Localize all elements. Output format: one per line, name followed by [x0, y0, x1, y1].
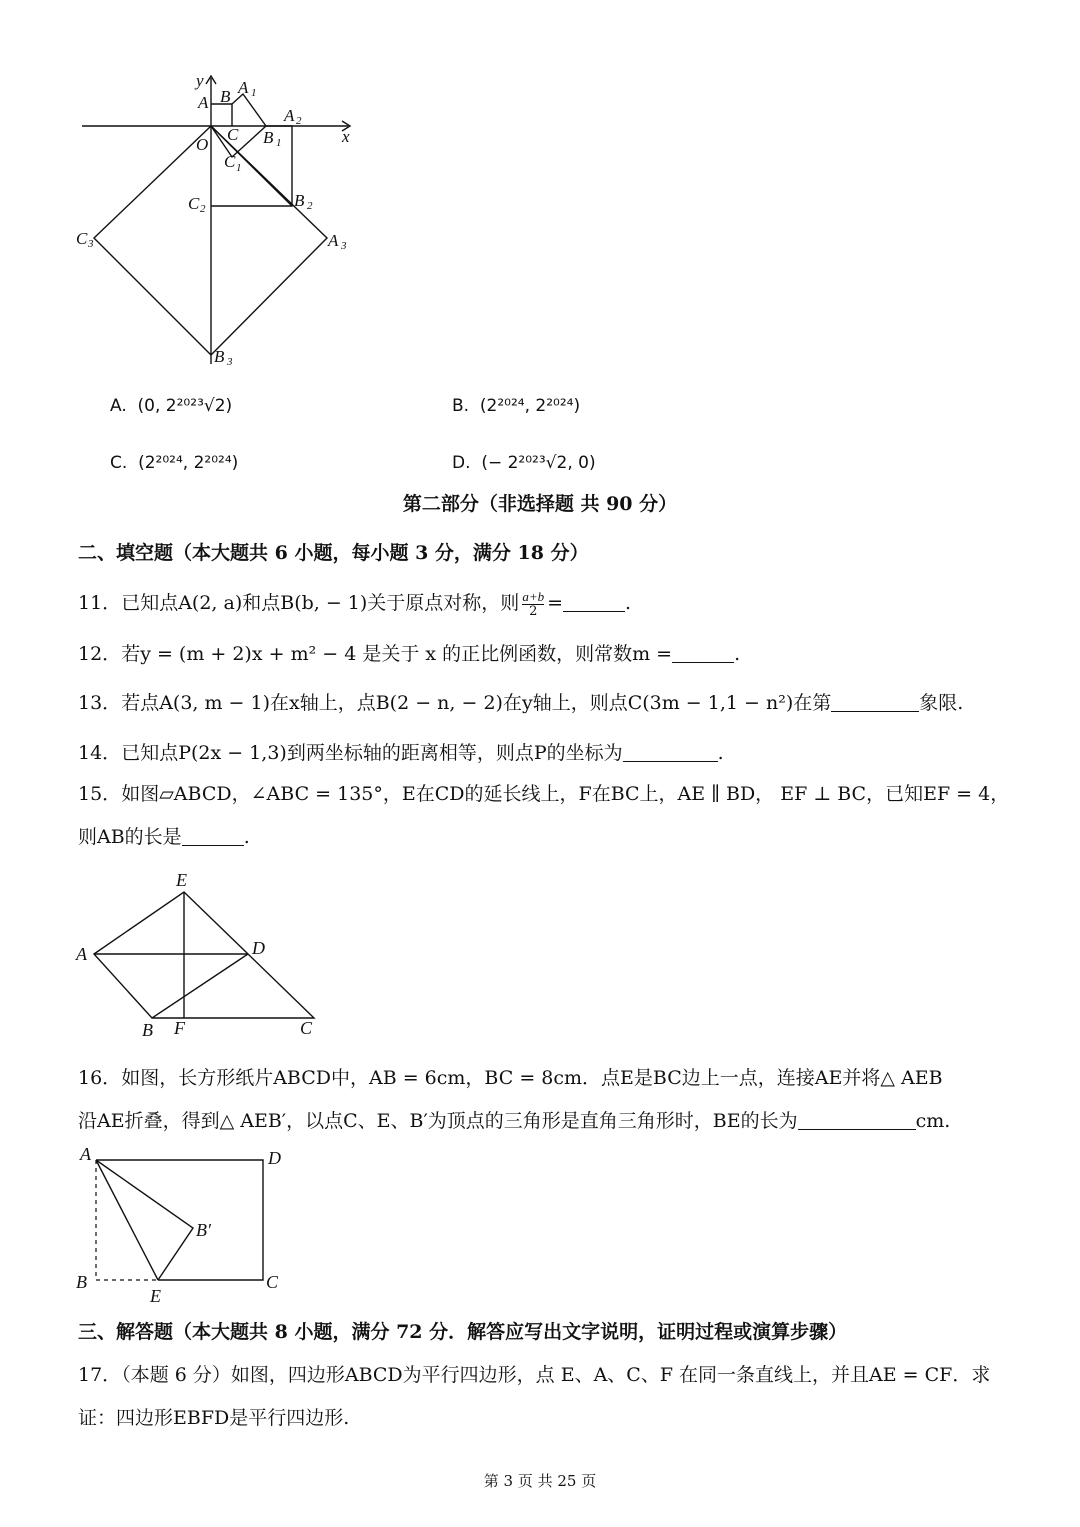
- question-15: 15．如图▱ABCD，∠ABC = 135°，E在CD的延长线上，F在BC上，AE ∥ BD， EF ⊥ BC，已知EF = 4，: [78, 783, 1010, 805]
- fig16-label-D: D: [268, 1148, 281, 1168]
- label-B2: B: [294, 191, 305, 210]
- label-A2-sub: 2: [296, 115, 302, 127]
- label-C1: C: [224, 152, 236, 171]
- question-17: 17．（本题 6 分）如图，四边形ABCD为平行四边形，点 E、A、C、F 在同一条直线上，并且AE = CF．求: [78, 1364, 991, 1386]
- q12-blank[interactable]: [672, 642, 734, 663]
- fig16-label-E: E: [150, 1286, 161, 1306]
- question-14: 14．已知点P(2x − 1,3)到两坐标轴的距离相等，则点P的坐标为 .: [78, 742, 724, 764]
- label-A: A: [198, 93, 209, 112]
- label-O: O: [196, 135, 209, 154]
- q16-blank[interactable]: [798, 1109, 916, 1130]
- page-footer: 第 3 页 共 25 页: [483, 1472, 597, 1490]
- question-13: 13．若点A(3, m − 1)在x轴上，点B(2 − n, − 2)在y轴上，则点C(3m − 1,1 − n²)在第 象限.: [78, 692, 964, 714]
- fig15-label-D: D: [252, 938, 265, 958]
- section2-title: 二、填空题（本大题共 6 小题，每小题 3 分，满分 18 分）: [78, 542, 589, 564]
- option-b: B. (2²⁰²⁴, 2²⁰²⁴): [452, 396, 581, 416]
- coordinate-figure: [70, 68, 370, 373]
- q14-blank[interactable]: [623, 741, 718, 762]
- label-C1-sub: 1: [236, 162, 242, 174]
- question-15-line2: 则AB的长是 .: [78, 826, 250, 848]
- label-y: y: [196, 71, 204, 90]
- label-x: x: [342, 127, 350, 146]
- label-A1: A: [238, 78, 249, 97]
- question-17-line2: 证：四边形EBFD是平行四边形.: [78, 1407, 350, 1429]
- figure-15: [70, 868, 330, 1040]
- label-C2: C: [188, 194, 200, 213]
- fig15-label-A: A: [76, 944, 87, 964]
- fig15-label-C: C: [300, 1018, 313, 1038]
- question-16-line2: 沿AE折叠，得到△ AEB′，以点C、E、B′为顶点的三角形是直角三角形时，BE的长为 cm.: [78, 1110, 951, 1132]
- section3-title: 三、解答题（本大题共 8 小题，满分 72 分．解答应写出文字说明，证明过程或演算步骤）: [78, 1321, 848, 1343]
- q13-blank[interactable]: [831, 691, 919, 712]
- fig16-label-B-prime: B′: [196, 1220, 211, 1240]
- label-B1-sub: 1: [276, 137, 282, 149]
- q11-fraction: $\frac{a+b}{2}$: [522, 588, 545, 619]
- question-11: 11．已知点A(2, a)和点B(b, − 1)关于原点对称，则 $\frac{a+b}{2}$ = .: [78, 588, 632, 619]
- option-a: A. (0, 2²⁰²³√2): [110, 396, 233, 416]
- label-C3: C: [76, 229, 88, 248]
- label-B1: B: [263, 128, 274, 147]
- label-B3: B: [214, 347, 225, 366]
- fig16-label-B: B: [76, 1272, 87, 1292]
- label-A2: A: [284, 106, 295, 125]
- q11-blank[interactable]: [563, 591, 625, 612]
- fig16-label-C: C: [266, 1272, 279, 1292]
- option-c: C. (2²⁰²⁴, 2²⁰²⁴): [110, 453, 239, 473]
- label-A3: A: [328, 231, 339, 250]
- label-C: C: [227, 125, 239, 144]
- label-B2-sub: 2: [307, 200, 313, 212]
- label-A1-sub: 1: [251, 87, 257, 99]
- fig16-label-A: A: [80, 1144, 91, 1164]
- fig15-label-B: B: [142, 1020, 153, 1040]
- label-A3-sub: 3: [341, 240, 347, 252]
- label-B3-sub: 3: [227, 356, 233, 368]
- option-d: D. (− 2²⁰²³√2, 0): [452, 453, 596, 473]
- figure-16: [70, 1140, 300, 1308]
- fig15-label-F: F: [174, 1018, 185, 1038]
- label-C2-sub: 2: [200, 203, 206, 215]
- label-B: B: [220, 87, 231, 106]
- part2-title: 第二部分（非选择题 共 90 分）: [402, 493, 678, 515]
- label-C3-sub: 3: [88, 238, 94, 250]
- question-12: 12．若y = (m + 2)x + m² − 4 是关于 x 的正比例函数，则常数m = .: [78, 643, 741, 665]
- question-16: 16．如图，长方形纸片ABCD中，AB = 6cm，BC = 8cm．点E是BC边上一点，连接AE并将△ AEB: [78, 1067, 943, 1089]
- fig15-label-E: E: [176, 870, 187, 890]
- q15-blank[interactable]: [182, 825, 244, 846]
